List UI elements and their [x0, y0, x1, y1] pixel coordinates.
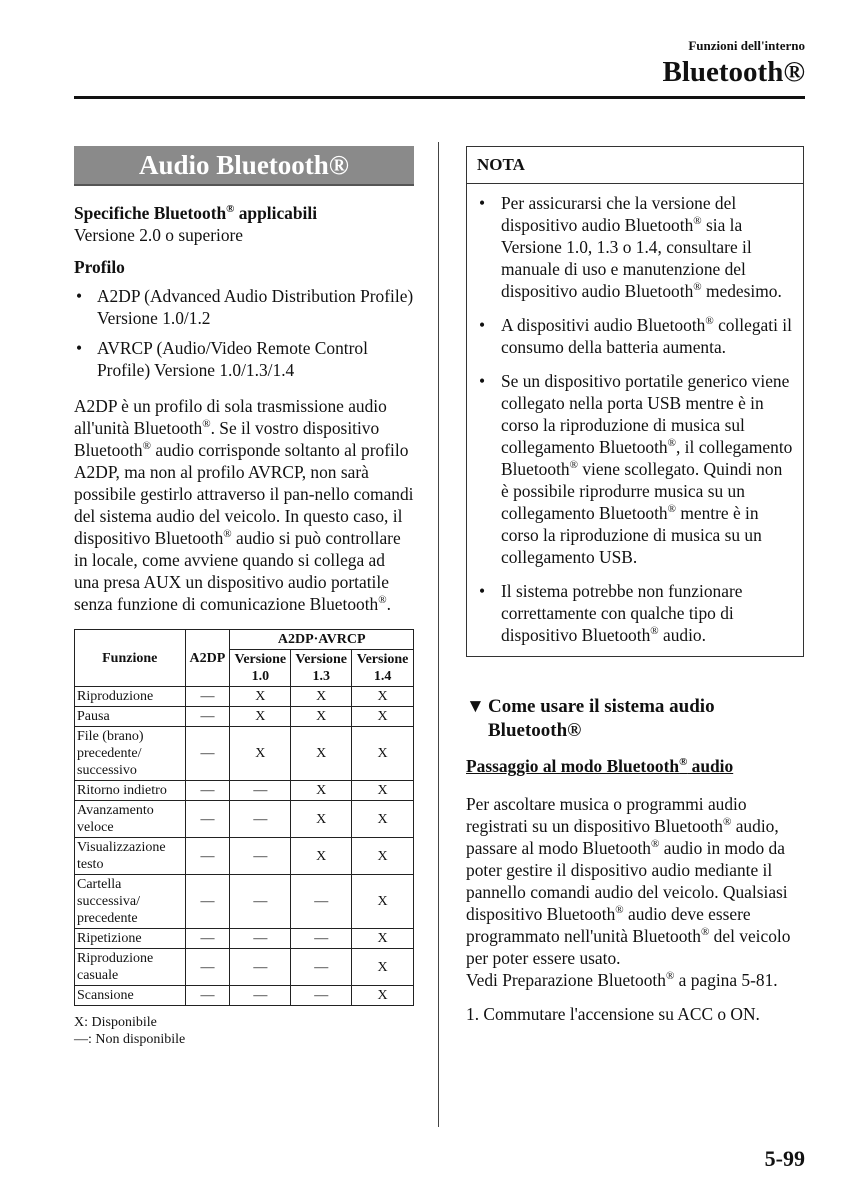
subsection-heading: Passaggio al modo Bluetooth® audio	[466, 756, 734, 776]
list-item: • Il sistema potrebbe non funzionare correttamente con qualche tipo di dispositivo Bluetooth® audio.	[479, 581, 743, 645]
legend-item: —: Non disponibile	[74, 1032, 186, 1047]
legend-item: X: Disponibile	[74, 1015, 157, 1030]
section-heading: ▼ Come usare il sistema audio Bluetooth®	[466, 696, 715, 741]
list-item: • Per assicurarsi che la versione del dispositivo audio Bluetooth® sia la Versione 1.0, 1.3 o 1.4, consultare il manuale di uso e manutenzione del dispositivo audio Bluetooth® medesimo.	[479, 193, 782, 301]
spec-heading: Specifiche Bluetooth® applicabili	[74, 203, 318, 223]
note-box	[466, 146, 804, 657]
header-version: Versione 1.4	[352, 650, 414, 687]
table-row: Ritorno indietro — — X X	[75, 781, 414, 801]
triangle-down-icon: ▼	[466, 696, 485, 717]
header-section: Funzioni dell'interno	[688, 38, 805, 53]
step-1: 1. Commutare l'accensione su ACC o ON.	[466, 1004, 760, 1024]
header-rule	[74, 96, 805, 99]
page-number: 5-99	[764, 1146, 805, 1171]
a2dp-paragraph: A2DP è un profilo di sola trasmissione audio all'unità Bluetooth®. Se il vostro dispositivo Bluetooth® audio corrisponde soltanto al profilo A2DP, ma non al profilo AVRCP, non sarà possibile gestirlo attraverso il pan-nello comandi del sistema audio del veicolo. In questo caso, il dispositivo Bluetooth® audio si può controllare in locale, come avviene quando si collega ad una presa AUX un dispositivo audio portatile senza funzione di comunicazione Bluetooth®.	[74, 396, 414, 614]
spec-version: Versione 2.0 o superiore	[74, 225, 244, 245]
list-item: • AVRCP (Audio/Video Remote Control Profile) Versione 1.0/1.3/1.4	[76, 338, 368, 380]
header-function: Funzione	[75, 630, 186, 687]
table-row: File (brano) precedente/ successivo — X X X	[75, 727, 414, 781]
right-column	[466, 146, 804, 1025]
compatibility-table	[74, 629, 414, 1006]
header-a2dp: A2DP	[185, 630, 230, 687]
table-row: Riproduzione casuale — — — X	[75, 949, 414, 986]
table-row: Cartella successiva/ precedente — — — X	[75, 875, 414, 929]
table-row: Pausa — X X X	[75, 707, 414, 727]
column-divider	[438, 142, 439, 1127]
profile-heading: Profilo	[74, 257, 125, 277]
table-row: Visualizzazione testo — — X X	[75, 838, 414, 875]
section-banner: Audio Bluetooth®	[74, 146, 414, 186]
list-item: • A dispositivi audio Bluetooth® collegati il consumo della batteria aumenta.	[479, 315, 792, 357]
mode-paragraph: Per ascoltare musica o programmi audio registrati su un dispositivo Bluetooth® audio, passare al modo Bluetooth® audio in modo da poter gestire il dispositivo audio mediante il pannello comandi audio del veicolo. Qualsiasi dispositivo Bluetooth® audio deve essere programmato nell'unità Bluetooth® del veicolo per poter essere usato. Vedi Preparazione Bluetooth® a pagina 5-81.	[466, 794, 791, 990]
note-list	[467, 184, 803, 656]
header-version: Versione 1.0	[230, 650, 291, 687]
table-row: Avanzamento veloce — — X X	[75, 801, 414, 838]
left-column	[74, 146, 414, 1048]
table-row: Ripetizione — — — X	[75, 929, 414, 949]
list-item: • Se un dispositivo portatile generico viene collegato nella porta USB mentre è in corso la riproduzione di musica sul collegamento Bluetooth®, il collegamento Bluetooth® viene scollegato. Quindi non è possibile riprodurre musica su un collegamento Bluetooth® mentre è in corso la riproduzione di musica su un collegamento USB.	[479, 371, 793, 567]
note-title: NOTA	[467, 147, 803, 184]
table-row: Scansione — — — X	[75, 986, 414, 1006]
profile-list	[74, 285, 414, 381]
header-a2dp-avrcp: A2DP·AVRCP	[230, 630, 414, 650]
header-title: Bluetooth®	[662, 56, 805, 88]
list-item: • A2DP (Advanced Audio Distribution Profile) Versione 1.0/1.2	[76, 286, 414, 328]
table-legend	[74, 1014, 414, 1048]
header-version: Versione 1.3	[291, 650, 352, 687]
table-row: Riproduzione — X X X	[75, 687, 414, 707]
